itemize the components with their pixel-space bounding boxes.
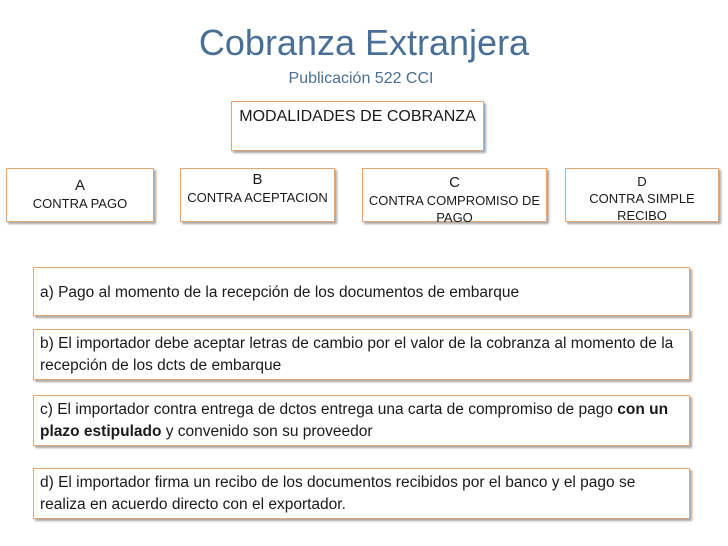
modality-d-box xyxy=(565,168,719,222)
page-subtitle: Publicación 522 CCI xyxy=(288,70,434,87)
modality-a-letter: A xyxy=(74,177,85,194)
modality-c-letter: C xyxy=(449,174,460,191)
modality-d-letter: D xyxy=(637,174,647,189)
description-c xyxy=(33,395,690,446)
modality-d-label: CONTRA SIMPLE RECIBO xyxy=(589,191,695,223)
modality-b-label: CONTRA ACEPTACION xyxy=(187,190,328,205)
description-d: d) El importador firma un recibo de los documentos recibidos por el banco y el pago se realiza en acuerdo directo con el exportador. xyxy=(33,468,690,519)
description-a: a) Pago al momento de la recepción de los documentos de embarque xyxy=(33,267,690,316)
description-c-rest: y convenido son su proveedor xyxy=(161,423,373,440)
modality-a-box xyxy=(6,168,154,222)
modalidades-root-box: MODALIDADES DE COBRANZA xyxy=(231,101,484,151)
modality-a-label: CONTRA PAGO xyxy=(32,196,128,211)
modality-b-letter: B xyxy=(252,171,263,188)
modality-b-box xyxy=(180,168,335,222)
modality-c-box xyxy=(362,168,547,225)
modality-c-label: CONTRA COMPROMISO DE PAGO xyxy=(368,193,541,225)
description-b: b) El importador debe aceptar letras de cambio por el valor de la cobranza al momento de la recepción de los dcts de embarque xyxy=(33,329,690,380)
page-title-text: Cobranza Extranjera xyxy=(198,22,530,63)
page-title xyxy=(178,22,550,64)
description-c-text: c) El importador contra entrega de dctos entrega una carta de compromiso de pago xyxy=(40,401,618,418)
description-c-bold: con un plazo estipulado xyxy=(40,401,669,440)
